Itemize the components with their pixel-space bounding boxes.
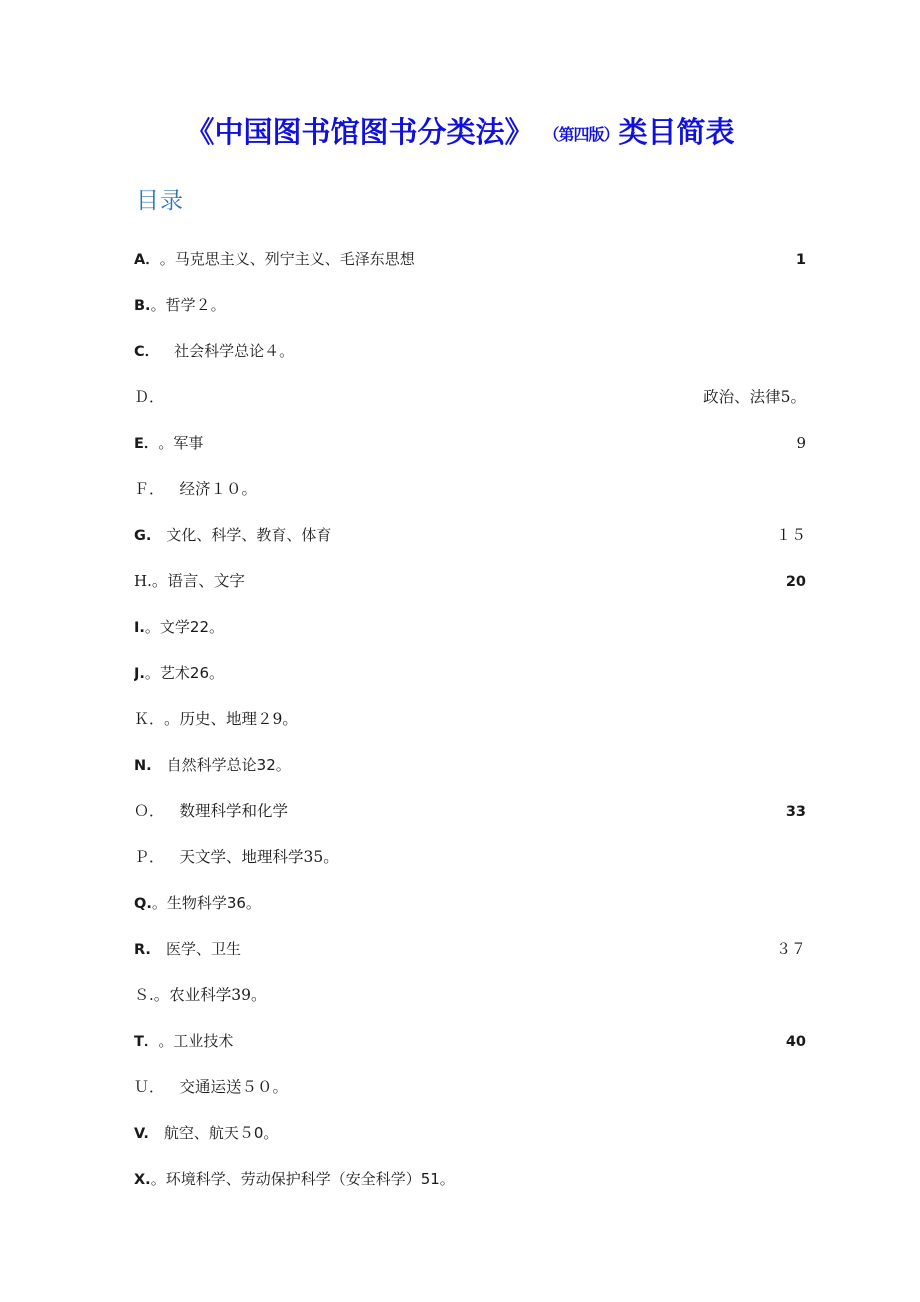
toc-entry[interactable]	[134, 466, 806, 512]
toc-entry[interactable]	[134, 696, 806, 742]
toc-entry-key: Ｐ．	[134, 848, 165, 866]
toc-entry-label: 天文学、地理科学35。	[164, 848, 339, 866]
toc-entry-label: 。环境科学、劳动保护科学（安全科学）51。	[150, 1170, 455, 1188]
toc-entry-trailing-text: 政治、法律5。	[703, 388, 806, 406]
toc-entry-label: 医学、卫生	[150, 940, 241, 958]
toc-entry-label: 。军事	[158, 434, 204, 452]
toc-entry-label: 。哲学２。	[150, 296, 226, 314]
toc-entry-key: Ｏ．	[134, 802, 165, 820]
toc-entry[interactable]	[134, 1064, 806, 1110]
toc-entry-key: N.	[134, 758, 152, 774]
toc-entry-label: 。历史、地理２9。	[164, 710, 298, 728]
toc-entry-label: 自然科学总论32。	[151, 756, 291, 774]
toc-entry-key: B.	[134, 298, 151, 314]
toc-entry-label: 数理科学和化学	[164, 802, 289, 820]
toc-entry-label: 。农业科学39。	[153, 986, 267, 1004]
toc-entry[interactable]	[134, 604, 806, 650]
toc-page-number: 20	[785, 574, 806, 590]
toc-entry-key: Ｆ．	[134, 480, 165, 498]
toc-entry[interactable]	[134, 420, 806, 466]
toc-entry-label: 。语言、文字	[151, 572, 245, 590]
toc-entry-key: G.	[134, 528, 152, 544]
toc-page-number: 40	[785, 1034, 806, 1050]
toc-entry[interactable]	[134, 1018, 806, 1064]
toc-entry-label: 。文学22。	[144, 618, 224, 636]
toc-dot-leader	[242, 940, 775, 955]
toc-entry[interactable]	[134, 788, 806, 834]
toc-entry-key: R.	[134, 942, 151, 958]
toc-dot-leader	[234, 1032, 784, 1047]
toc-entry[interactable]	[134, 926, 806, 972]
toc-entry-label: 社会科学总论４。	[159, 342, 295, 360]
toc-entry-key: E．	[134, 436, 159, 452]
toc-entry-label: 航空、航天５0。	[148, 1124, 279, 1142]
toc-entry[interactable]	[134, 374, 806, 420]
toc-entry-key: C．	[134, 344, 160, 360]
document-title-main-close: 类目简表	[618, 115, 735, 149]
document-title	[0, 112, 920, 155]
toc-page-number: ３７	[775, 940, 806, 958]
toc-entry[interactable]	[134, 972, 806, 1018]
toc-entry-label: 。艺术26。	[144, 664, 224, 682]
toc-dot-leader	[289, 802, 785, 817]
document-title-main-open: 《中国图书馆图书分类法》	[185, 115, 534, 149]
toc-list	[134, 236, 806, 1202]
toc-entry-label: 。工业技术	[158, 1032, 234, 1050]
toc-entry[interactable]	[134, 1110, 806, 1156]
toc-entry[interactable]	[134, 1156, 806, 1202]
document-title-edition: （第四版）	[543, 125, 619, 144]
toc-entry[interactable]	[134, 512, 806, 558]
toc-dot-leader	[165, 388, 702, 403]
toc-entry-label: 文化、科学、教育、体育	[151, 526, 332, 544]
toc-entry[interactable]	[134, 742, 806, 788]
toc-entry-label: 经济１０。	[164, 480, 258, 498]
toc-entry[interactable]	[134, 834, 806, 880]
toc-entry-label: 交通运送５０。	[164, 1078, 289, 1096]
toc-dot-leader	[416, 250, 795, 265]
toc-entry-label: 。生物科学36。	[151, 894, 261, 912]
toc-entry-key: H.	[134, 572, 152, 590]
toc-entry-key: A．	[134, 252, 160, 268]
toc-entry[interactable]	[134, 236, 806, 282]
toc-dot-leader	[332, 526, 775, 541]
toc-entry-key: Ｋ．	[134, 710, 165, 728]
toc-page-number: 33	[785, 804, 806, 820]
toc-entry[interactable]	[134, 880, 806, 926]
toc-dot-leader	[246, 572, 785, 587]
toc-entry-key: V.	[134, 1126, 149, 1142]
toc-entry[interactable]	[134, 650, 806, 696]
toc-entry-key: Ｄ．	[134, 388, 165, 406]
toc-page-number: 9	[796, 434, 806, 452]
toc-entry-key: Ｓ.	[134, 986, 154, 1004]
toc-entry[interactable]	[134, 558, 806, 604]
toc-entry-key: Q.	[134, 896, 152, 912]
toc-entry[interactable]	[134, 328, 806, 374]
toc-entry[interactable]	[134, 282, 806, 328]
toc-entry-key: T．	[134, 1034, 159, 1050]
toc-entry-label: 。马克思主义、列宁主义、毛泽东思想	[159, 250, 415, 268]
toc-page-number: １５	[775, 526, 806, 544]
toc-dot-leader	[204, 434, 795, 449]
toc-entry-key: J.	[134, 666, 145, 682]
toc-entry-key: I.	[134, 620, 145, 636]
toc-heading: 目录	[136, 188, 184, 214]
toc-page-number: 1	[795, 252, 806, 268]
toc-entry-key: Ｕ．	[134, 1078, 165, 1096]
toc-entry-key: X.	[134, 1172, 151, 1188]
